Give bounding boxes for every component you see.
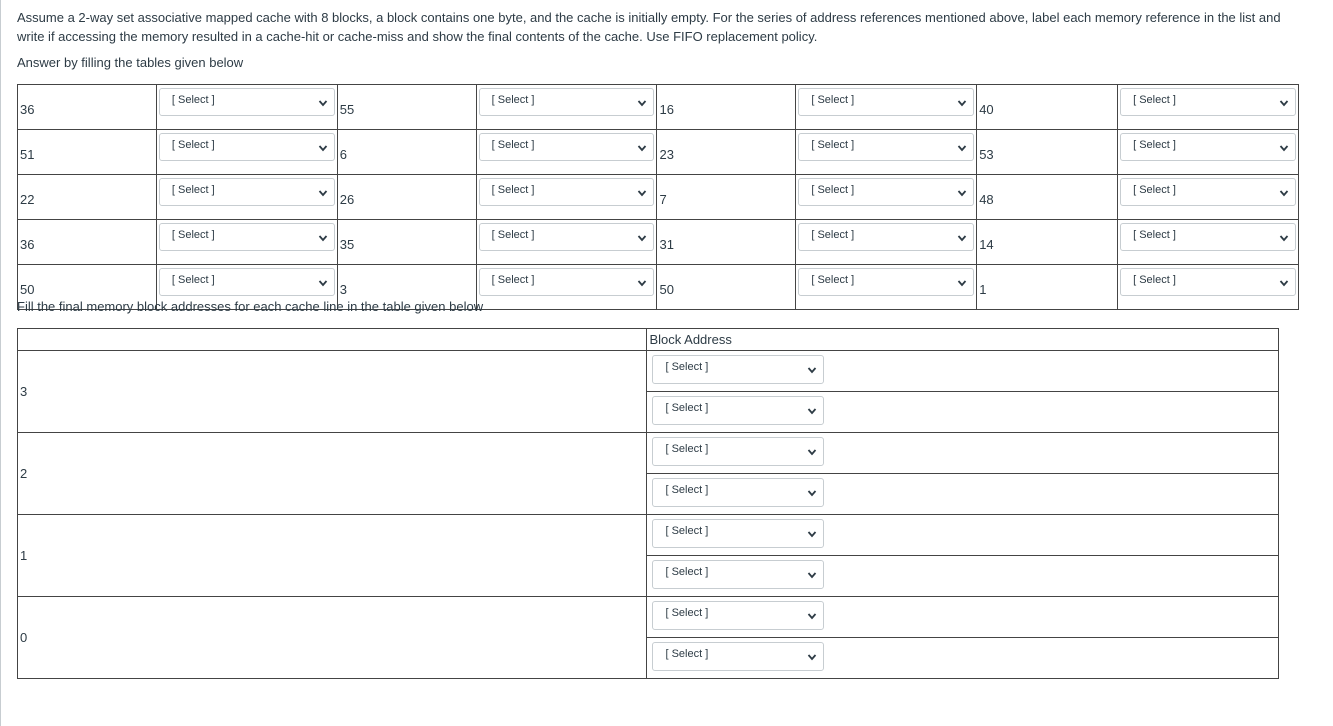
chevron-down-icon xyxy=(957,143,967,153)
set-index: 0 xyxy=(18,597,647,679)
reference-address: 31 xyxy=(657,220,796,265)
block-address-cell xyxy=(647,433,1279,474)
chevron-down-icon xyxy=(807,570,817,580)
reference-address: 55 xyxy=(337,85,476,130)
reference-row xyxy=(18,130,1299,175)
select-placeholder: [ Select ] xyxy=(171,94,215,106)
chevron-down-icon xyxy=(957,98,967,108)
answer-select[interactable] xyxy=(798,133,974,161)
select-placeholder: [ Select ] xyxy=(171,139,215,151)
answer-select[interactable] xyxy=(479,268,655,296)
chevron-down-icon xyxy=(637,143,647,153)
answer-select[interactable] xyxy=(159,133,335,161)
block-address-cell xyxy=(647,638,1279,679)
result-select-cell xyxy=(476,175,657,220)
chevron-down-icon xyxy=(1279,278,1289,288)
answer-select[interactable] xyxy=(1120,268,1296,296)
chevron-down-icon xyxy=(807,447,817,457)
answer-select[interactable] xyxy=(652,396,824,425)
chevron-down-icon xyxy=(1279,143,1289,153)
chevron-down-icon xyxy=(957,233,967,243)
result-select-cell xyxy=(796,130,977,175)
cache-line-row xyxy=(18,351,1279,392)
set-index: 1 xyxy=(18,515,647,597)
answer-select[interactable] xyxy=(1120,133,1296,161)
answer-select[interactable] xyxy=(159,223,335,251)
chevron-down-icon xyxy=(318,98,328,108)
answer-select[interactable] xyxy=(798,223,974,251)
select-placeholder: [ Select ] xyxy=(491,94,535,106)
reference-row xyxy=(18,175,1299,220)
reference-address: 3 xyxy=(337,265,476,310)
question-instructions: Assume a 2-way set associative mapped cache with 8 blocks, a block contains one byte, and the cache is initially empty. For the series of address references mentioned above, label each memory reference in the list and write if accessing the memory resulted in a cache-hit or cache-miss and show the final contents of the cache. Use FIFO replacement policy. xyxy=(17,10,1281,44)
select-placeholder: [ Select ] xyxy=(811,184,855,196)
chevron-down-icon xyxy=(318,278,328,288)
select-placeholder: [ Select ] xyxy=(665,607,709,619)
answer-select[interactable] xyxy=(798,268,974,296)
answer-select[interactable] xyxy=(159,178,335,206)
result-select-cell xyxy=(796,85,977,130)
reference-address: 40 xyxy=(977,85,1118,130)
select-placeholder: [ Select ] xyxy=(665,648,709,660)
select-placeholder: [ Select ] xyxy=(665,402,709,414)
block-address-cell xyxy=(647,515,1279,556)
select-placeholder: [ Select ] xyxy=(1133,274,1176,286)
select-placeholder: [ Select ] xyxy=(1133,94,1176,106)
select-placeholder: [ Select ] xyxy=(491,229,535,241)
result-select-cell xyxy=(796,220,977,265)
cache-line-row xyxy=(18,515,1279,556)
chevron-down-icon xyxy=(807,652,817,662)
select-placeholder: [ Select ] xyxy=(665,484,709,496)
cache-line-row xyxy=(18,433,1279,474)
reference-table xyxy=(17,84,1299,310)
reference-address: 50 xyxy=(657,265,796,310)
answer-select[interactable] xyxy=(1120,223,1296,251)
answer-select[interactable] xyxy=(652,642,824,671)
select-placeholder: [ Select ] xyxy=(665,566,709,578)
reference-address: 51 xyxy=(18,130,157,175)
reference-address: 48 xyxy=(977,175,1118,220)
reference-address: 26 xyxy=(337,175,476,220)
result-select-cell xyxy=(1118,175,1299,220)
reference-address: 6 xyxy=(337,130,476,175)
reference-address: 36 xyxy=(18,85,157,130)
reference-address: 14 xyxy=(977,220,1118,265)
select-placeholder: [ Select ] xyxy=(491,139,535,151)
answer-select[interactable] xyxy=(652,478,824,507)
chevron-down-icon xyxy=(807,529,817,539)
reference-address: 50 xyxy=(18,265,157,310)
result-select-cell xyxy=(156,85,337,130)
block-address-cell xyxy=(647,474,1279,515)
chevron-down-icon xyxy=(807,406,817,416)
chevron-down-icon xyxy=(637,188,647,198)
set-index: 2 xyxy=(18,433,647,515)
result-select-cell xyxy=(1118,85,1299,130)
left-border xyxy=(0,0,1,726)
chevron-down-icon xyxy=(957,188,967,198)
select-placeholder: [ Select ] xyxy=(665,525,709,537)
select-placeholder: [ Select ] xyxy=(811,274,855,286)
answer-select[interactable] xyxy=(1120,178,1296,206)
chevron-down-icon xyxy=(318,233,328,243)
answer-select[interactable] xyxy=(798,88,974,116)
select-placeholder: [ Select ] xyxy=(1133,184,1176,196)
result-select-cell xyxy=(796,175,977,220)
set-header-cell xyxy=(18,329,647,351)
chevron-down-icon xyxy=(637,278,647,288)
chevron-down-icon xyxy=(807,488,817,498)
chevron-down-icon xyxy=(637,233,647,243)
answer-select[interactable] xyxy=(652,355,824,384)
chevron-down-icon xyxy=(957,278,967,288)
answer-select[interactable] xyxy=(652,437,824,466)
reference-address: 23 xyxy=(657,130,796,175)
select-placeholder: [ Select ] xyxy=(665,361,709,373)
chevron-down-icon xyxy=(1279,98,1289,108)
chevron-down-icon xyxy=(807,365,817,375)
reference-row xyxy=(18,220,1299,265)
answer-select[interactable] xyxy=(479,178,655,206)
result-select-cell xyxy=(476,220,657,265)
set-index: 3 xyxy=(18,351,647,433)
select-placeholder: [ Select ] xyxy=(1133,229,1176,241)
chevron-down-icon xyxy=(637,98,647,108)
block-address-cell xyxy=(647,597,1279,638)
answer-select[interactable] xyxy=(159,88,335,116)
chevron-down-icon xyxy=(1279,233,1289,243)
answer-select[interactable] xyxy=(652,560,824,589)
result-select-cell xyxy=(476,85,657,130)
select-placeholder: [ Select ] xyxy=(171,184,215,196)
answer-select[interactable] xyxy=(798,178,974,206)
result-select-cell xyxy=(796,265,977,310)
select-placeholder: [ Select ] xyxy=(811,229,855,241)
reference-address: 53 xyxy=(977,130,1118,175)
answer-select[interactable] xyxy=(159,268,335,296)
result-select-cell xyxy=(156,175,337,220)
select-placeholder: [ Select ] xyxy=(1133,139,1176,151)
reference-address: 16 xyxy=(657,85,796,130)
cache-header-row xyxy=(18,329,1279,351)
select-placeholder: [ Select ] xyxy=(811,139,855,151)
reference-address: 22 xyxy=(18,175,157,220)
answer-label: Answer by filling the tables given below xyxy=(17,55,244,70)
result-select-cell xyxy=(476,130,657,175)
block-address-header: Block Address xyxy=(647,329,1279,351)
chevron-down-icon xyxy=(1279,188,1289,198)
answer-select[interactable] xyxy=(479,133,655,161)
result-select-cell xyxy=(1118,130,1299,175)
select-placeholder: [ Select ] xyxy=(171,274,215,286)
answer-select[interactable] xyxy=(479,88,655,116)
reference-address: 1 xyxy=(977,265,1118,310)
result-select-cell xyxy=(1118,265,1299,310)
chevron-down-icon xyxy=(318,143,328,153)
cache-line-row xyxy=(18,597,1279,638)
answer-select[interactable] xyxy=(652,519,824,548)
chevron-down-icon xyxy=(318,188,328,198)
answer-select[interactable] xyxy=(652,601,824,630)
block-address-cell xyxy=(647,392,1279,433)
reference-address: 36 xyxy=(18,220,157,265)
reference-address: 7 xyxy=(657,175,796,220)
result-select-cell xyxy=(156,220,337,265)
select-placeholder: [ Select ] xyxy=(491,274,535,286)
select-placeholder: [ Select ] xyxy=(491,184,535,196)
result-select-cell xyxy=(156,130,337,175)
block-address-cell xyxy=(647,556,1279,597)
chevron-down-icon xyxy=(807,611,817,621)
answer-select[interactable] xyxy=(1120,88,1296,116)
reference-row xyxy=(18,85,1299,130)
block-address-cell xyxy=(647,351,1279,392)
result-select-cell xyxy=(1118,220,1299,265)
result-select-cell xyxy=(476,265,657,310)
fill-label: Fill the final memory block addresses for each cache line in the table given below xyxy=(17,299,484,314)
answer-select[interactable] xyxy=(479,223,655,251)
reference-address: 35 xyxy=(337,220,476,265)
cache-content-table xyxy=(17,328,1279,679)
select-placeholder: [ Select ] xyxy=(665,443,709,455)
select-placeholder: [ Select ] xyxy=(171,229,215,241)
select-placeholder: [ Select ] xyxy=(811,94,855,106)
